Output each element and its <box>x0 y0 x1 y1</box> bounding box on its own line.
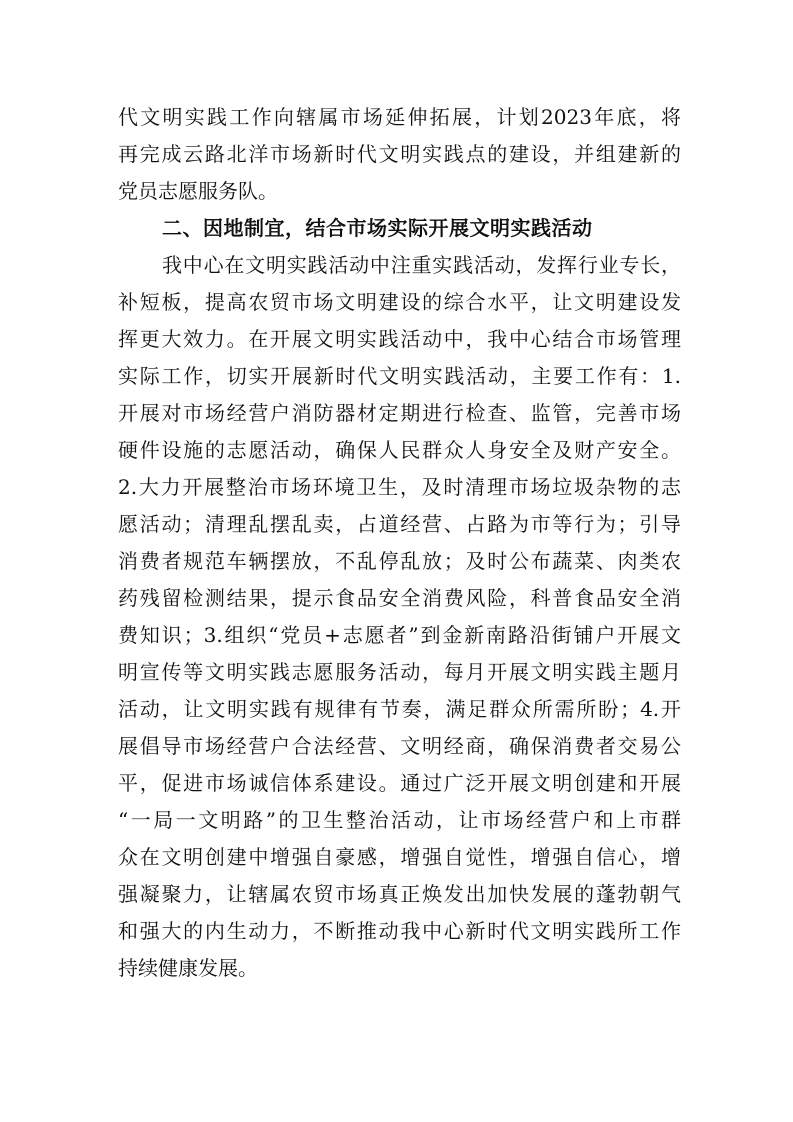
body-paragraph <box>118 247 681 987</box>
text-line: 和强大的内生动力，不断推动我中心新时代文明实践所工作 <box>118 919 681 943</box>
text-line: “一局一文明路”的卫生整治活动，让市场经营户和上市群 <box>118 808 681 832</box>
text-line: 药残留检测结果，提示食品安全消费风险，科普食品安全消 <box>118 586 681 610</box>
text-line: 消费者规范车辆摆放，不乱停乱放；及时公布蔬菜、肉类农 <box>118 549 681 573</box>
text-line: 强凝聚力，让辖属农贸市场真正焕发出加快发展的蓬勃朝气 <box>118 882 681 906</box>
text-line: 硬件设施的志愿活动，确保人民群众人身安全及财产安全。 <box>118 438 681 462</box>
text-line: 众在文明创建中增强自豪感，增强自觉性，增强自信心，增 <box>118 845 681 869</box>
text-line: 2.大力开展整治市场环境卫生，及时清理市场垃圾杂物的志 <box>118 475 681 499</box>
text-line: 开展对市场经营户消防器材定期进行检查、监管，完善市场 <box>118 401 681 425</box>
text-line: 党员志愿服务队。 <box>118 179 278 203</box>
text-line: 展倡导市场经营户合法经营、文明经商，确保消费者交易公 <box>118 734 681 758</box>
section-heading: 二、因地制宜，结合市场实际开展文明实践活动 <box>162 216 593 240</box>
text-line: 挥更大效力。在开展文明实践活动中，我中心结合市场管理 <box>118 327 681 351</box>
text-line: 实际工作，切实开展新时代文明实践活动，主要工作有：1. <box>118 364 681 388</box>
text-line: 费知识；3.组织“党员+志愿者”到金新南路沿街铺户开展文 <box>118 623 681 647</box>
text-line: 明宣传等文明实践志愿服务活动，每月开展文明实践主题月 <box>118 660 681 684</box>
text-line: 愿活动；清理乱摆乱卖，占道经营、占路为市等行为；引导 <box>118 512 681 536</box>
text-line: 我中心在文明实践活动中注重实践活动，发挥行业专长， <box>162 253 681 277</box>
document-page <box>118 99 681 987</box>
text-line: 持续健康发展。 <box>118 956 258 980</box>
text-line: 活动，让文明实践有规律有节奏，满足群众所需所盼；4.开 <box>118 697 681 721</box>
text-line: 补短板，提高农贸市场文明建设的综合水平，让文明建设发 <box>118 290 681 314</box>
text-line: 平，促进市场诚信体系建设。通过广泛开展文明创建和开展 <box>118 771 681 795</box>
text-line: 代文明实践工作向辖属市场延伸拓展，计划2023年底，将 <box>118 105 681 129</box>
text-line: 再完成云路北洋市场新时代文明实践点的建设，并组建新的 <box>118 142 681 166</box>
